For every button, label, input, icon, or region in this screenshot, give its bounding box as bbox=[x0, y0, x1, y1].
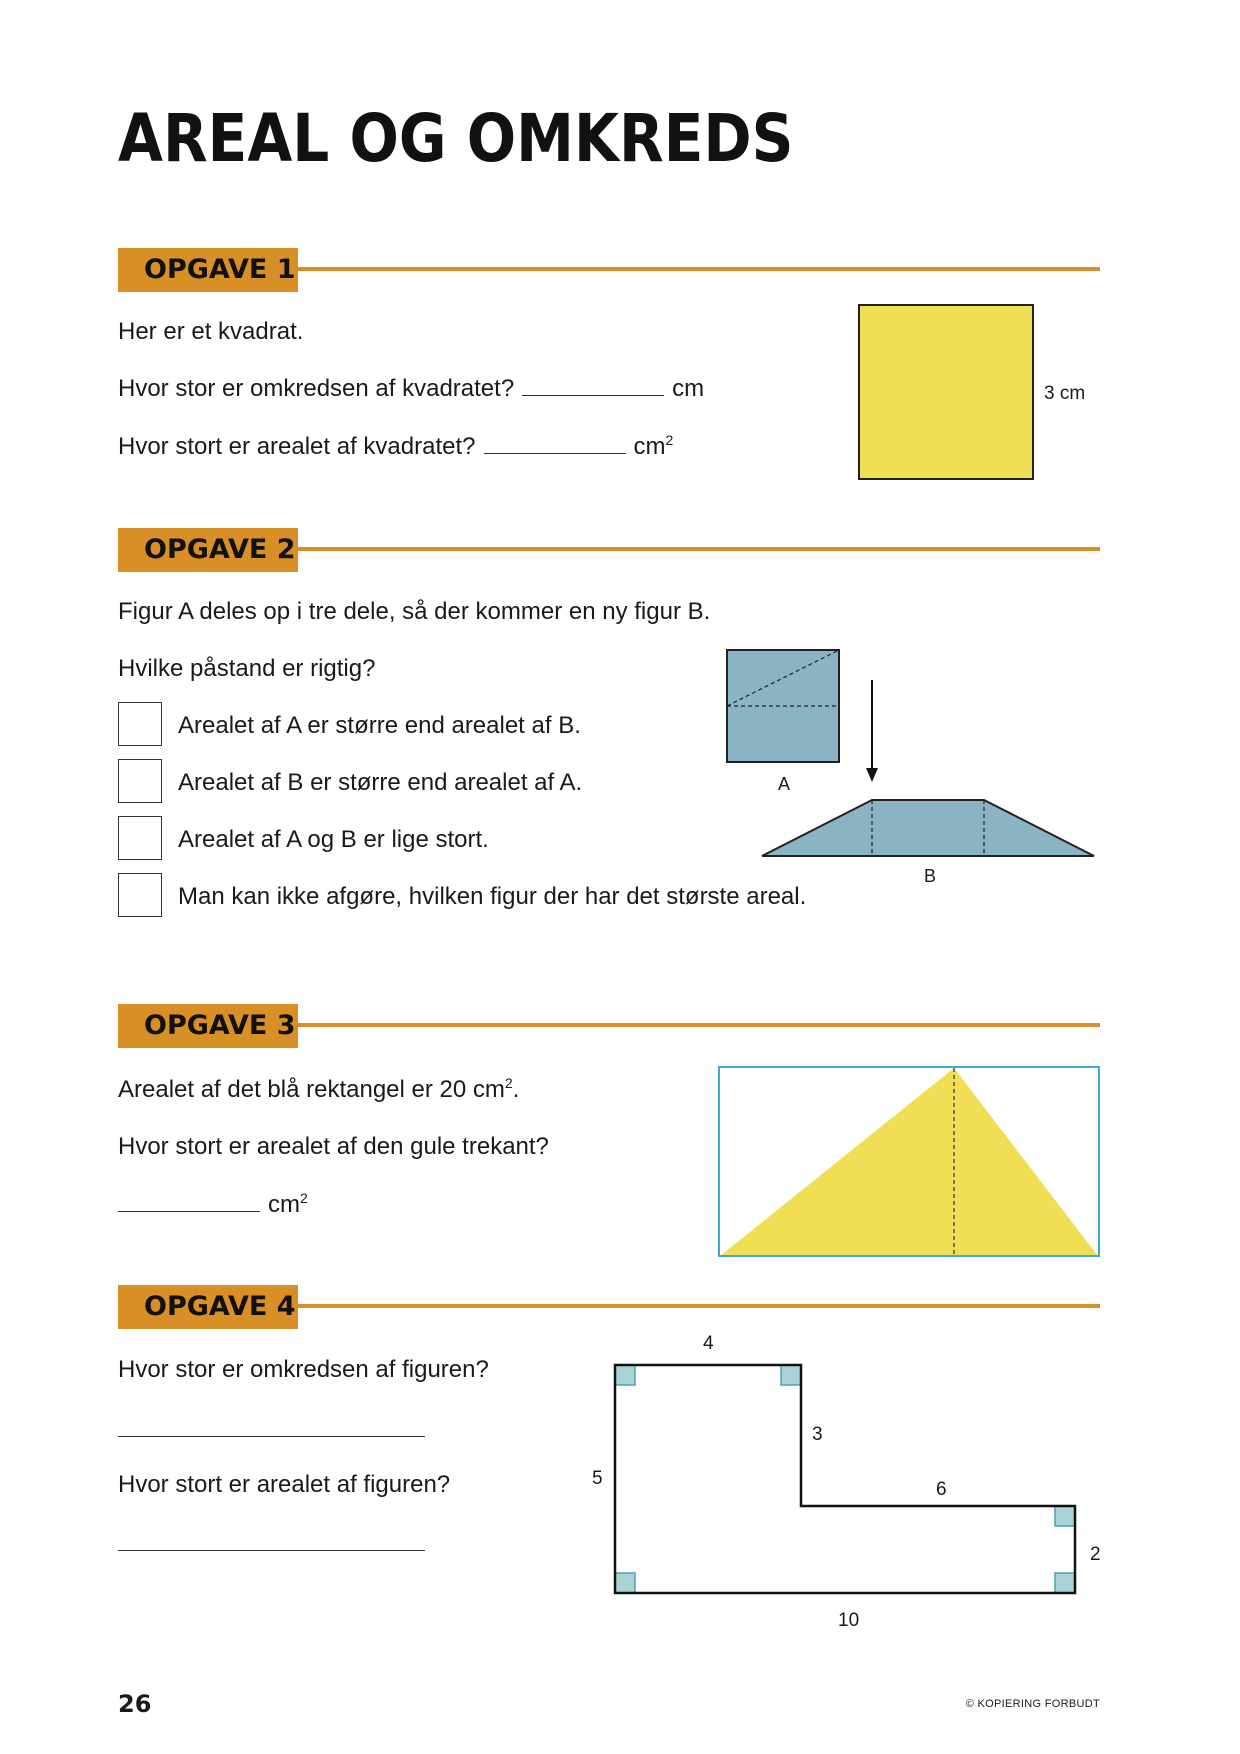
figure-b-label: B bbox=[924, 866, 937, 886]
task3-line1-text: Arealet af det blå rektangel er 20 cm bbox=[118, 1076, 505, 1103]
yellow-square bbox=[858, 304, 1034, 480]
dim-inner-horizontal: 6 bbox=[936, 1479, 947, 1500]
option-4-label: Man kan ikke afgøre, hvilken figur der har det største areal. bbox=[178, 883, 807, 910]
l-shape-outline bbox=[615, 1365, 1075, 1593]
page-title: AREAL OG OMKREDS bbox=[118, 100, 794, 177]
task1-heading: OPGAVE 1 bbox=[118, 248, 298, 292]
right-angle-markers bbox=[615, 1365, 1075, 1593]
figure-b bbox=[762, 800, 1094, 856]
task3-rule bbox=[298, 1023, 1100, 1027]
task1-rule bbox=[298, 267, 1100, 271]
task2-heading: OPGAVE 2 bbox=[118, 528, 298, 572]
figure-a-label: A bbox=[778, 774, 791, 794]
task1-question-area bbox=[118, 432, 673, 461]
square-side-label: 3 cm bbox=[1044, 383, 1086, 404]
task3-answer-unit: cm bbox=[268, 1191, 300, 1218]
task1-q2-text: Hvor stort er arealet af kvadratet? bbox=[118, 433, 476, 460]
dim-bottom: 10 bbox=[838, 1610, 860, 1631]
task4-question-area: Hvor stort er arealet af figuren? bbox=[118, 1471, 451, 1498]
figure-a-b-diagram bbox=[720, 640, 1110, 870]
dim-left: 5 bbox=[592, 1468, 603, 1489]
task3-line1-end: . bbox=[512, 1076, 520, 1103]
task1-q1-text: Hvor stor er omkredsen af kvadratet? bbox=[118, 375, 515, 402]
task4-area-answer-line[interactable] bbox=[118, 1550, 425, 1551]
copyright-notice: © KOPIERING FORBUDT bbox=[965, 1698, 1100, 1710]
option-2-label: Arealet af B er større end arealet af A. bbox=[178, 769, 583, 796]
task4-question-perimeter: Hvor stor er omkredsen af figuren? bbox=[118, 1356, 489, 1383]
task3-question: Hvor stort er arealet af den gule trekant? bbox=[118, 1133, 549, 1160]
task1-q2-sup: 2 bbox=[665, 432, 674, 448]
task3-heading: OPGAVE 3 bbox=[118, 1004, 298, 1048]
task2-intro: Figur A deles op i tre dele, så der kommer en ny figur B. bbox=[118, 598, 711, 625]
task3-line1-sup: 2 bbox=[504, 1075, 513, 1091]
task1-intro: Her er et kvadrat. bbox=[118, 318, 304, 345]
task1-header bbox=[118, 248, 1100, 292]
task4-header bbox=[118, 1285, 1100, 1329]
task4-perimeter-answer-line[interactable] bbox=[118, 1436, 425, 1437]
option-3-checkbox[interactable] bbox=[118, 816, 162, 860]
task2-question: Hvilke påstand er rigtig? bbox=[118, 655, 376, 682]
task4-heading: OPGAVE 4 bbox=[118, 1285, 298, 1329]
task3-answer bbox=[118, 1190, 308, 1219]
dim-right: 2 bbox=[1090, 1544, 1101, 1565]
option-4-checkbox[interactable] bbox=[118, 873, 162, 917]
task1-q2-unit: cm bbox=[633, 433, 666, 460]
down-arrow-icon bbox=[866, 680, 878, 782]
task2-rule bbox=[298, 547, 1100, 551]
task3-line1 bbox=[118, 1075, 519, 1104]
rectangle-triangle-diagram bbox=[718, 1066, 1102, 1258]
task2-header bbox=[118, 528, 1100, 572]
figure-a bbox=[727, 650, 839, 762]
task1-q2-answer-blank[interactable] bbox=[484, 452, 626, 454]
l-shape-figure bbox=[610, 1360, 1090, 1600]
page-number: 26 bbox=[118, 1690, 152, 1718]
option-1-label: Arealet af A er større end arealet af B. bbox=[178, 712, 581, 739]
task4-rule bbox=[298, 1304, 1100, 1308]
task1-q1-answer-blank[interactable] bbox=[522, 394, 664, 396]
dim-inner-vertical: 3 bbox=[812, 1424, 823, 1445]
task3-answer-blank[interactable] bbox=[118, 1210, 260, 1212]
task1-q1-unit: cm bbox=[672, 375, 705, 402]
task3-header bbox=[118, 1004, 1100, 1048]
yellow-triangle bbox=[720, 1068, 1098, 1256]
option-1-checkbox[interactable] bbox=[118, 702, 162, 746]
task1-question-perimeter bbox=[118, 375, 704, 403]
option-2-checkbox[interactable] bbox=[118, 759, 162, 803]
task3-answer-sup: 2 bbox=[300, 1190, 308, 1206]
option-3-label: Arealet af A og B er lige stort. bbox=[178, 826, 489, 853]
dim-top: 4 bbox=[703, 1333, 714, 1354]
